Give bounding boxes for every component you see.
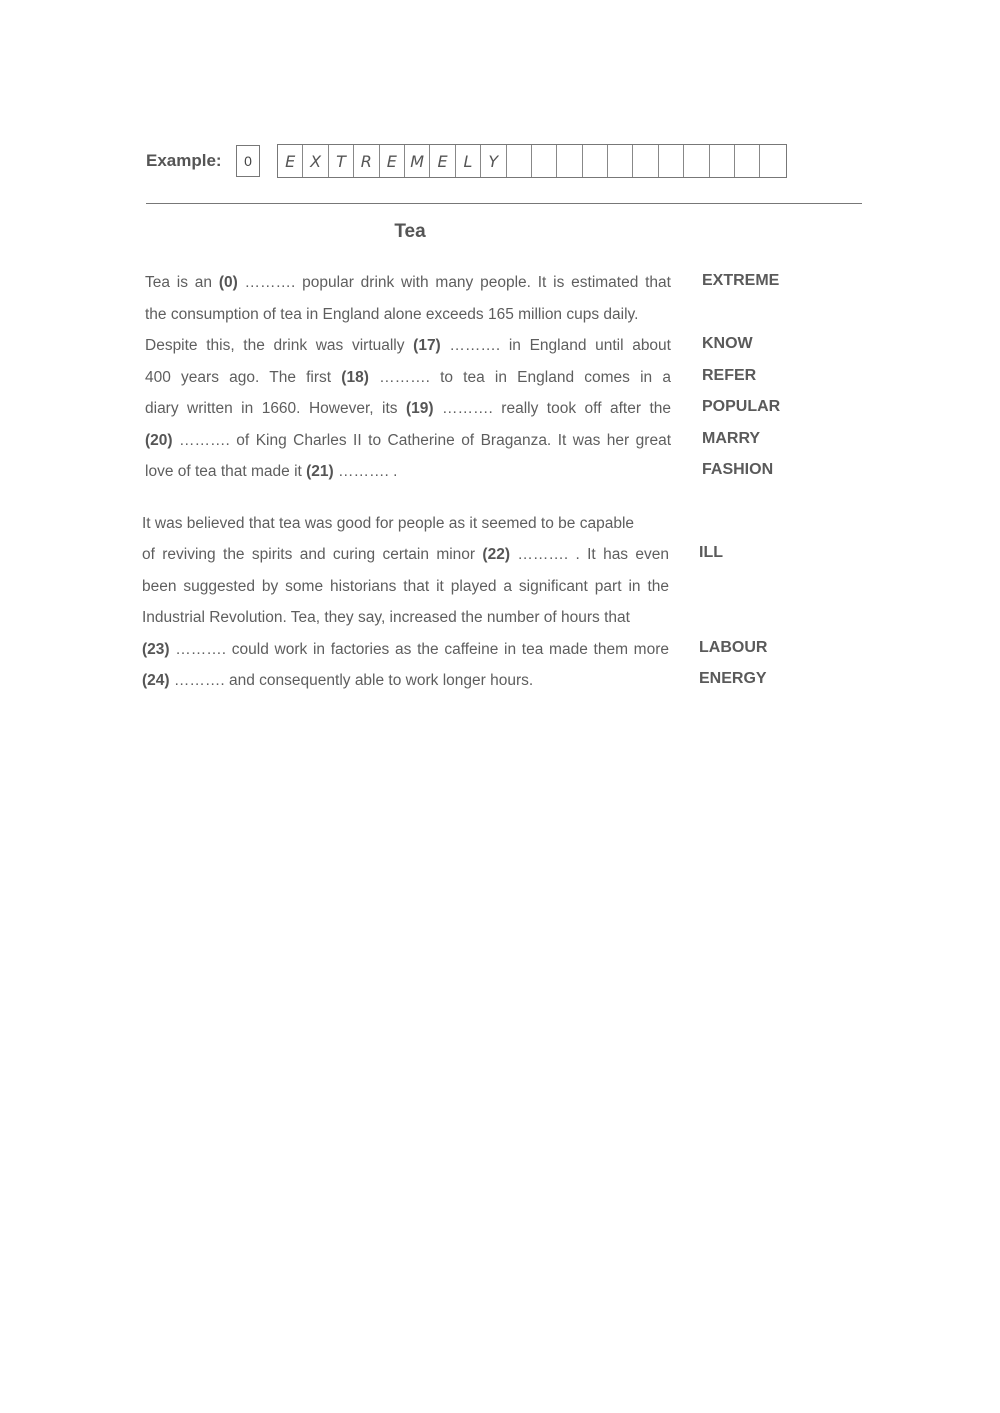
passage-text: ………. could work in factories as the caffeine in tea made them more xyxy=(169,641,669,658)
keyword: LABOUR xyxy=(699,639,768,656)
passage-text: love of tea that made it xyxy=(145,463,307,480)
passage-line xyxy=(145,305,638,325)
answer-letter-box xyxy=(659,145,684,177)
passage-line xyxy=(145,462,397,482)
gap-number: (0) xyxy=(218,274,238,291)
passage-line xyxy=(142,514,634,534)
gap-number: (24) xyxy=(142,672,170,689)
answer-letter-box xyxy=(532,145,557,177)
answer-letter-box: Y xyxy=(481,145,506,177)
passage-text: Industrial Revolution. Tea, they say, increased the number of hours that xyxy=(142,609,630,626)
passage-line xyxy=(145,399,671,419)
passage-line xyxy=(145,368,671,388)
keyword: ENERGY xyxy=(699,670,767,687)
passage-text: ………. and consequently able to work longer hours. xyxy=(169,672,534,689)
example-label: Example: xyxy=(146,151,222,170)
passage-line xyxy=(142,671,533,691)
gap-number: (20) xyxy=(145,432,173,449)
answer-letter-box: E xyxy=(278,145,303,177)
gap-number: (21) xyxy=(306,463,334,480)
answer-letter-box xyxy=(684,145,709,177)
answer-letter-box xyxy=(557,145,582,177)
keyword: KNOW xyxy=(702,335,753,352)
answer-letter-box: L xyxy=(456,145,481,177)
passage-line xyxy=(142,640,669,660)
answer-letter-box xyxy=(735,145,760,177)
example-number-box: 0 xyxy=(236,145,260,177)
gap-number: (19) xyxy=(405,400,434,417)
passage-text: the consumption of tea in England alone exceeds 165 million cups daily. xyxy=(145,306,639,323)
passage-text: diary written in 1660. However, its xyxy=(145,400,406,417)
answer-letter-box xyxy=(760,145,785,177)
example-row xyxy=(146,144,787,178)
answer-letter-box: R xyxy=(354,145,379,177)
passage-text: Tea is an xyxy=(145,274,219,291)
passage-text: Despite this, the drink was virtually xyxy=(145,337,414,354)
passage-line xyxy=(145,431,671,451)
gap-number: (17) xyxy=(413,337,441,354)
gap-number: (18) xyxy=(341,369,369,386)
passage-text: ………. really took off after the xyxy=(433,400,671,417)
keyword: POPULAR xyxy=(702,398,781,415)
answer-letter-box xyxy=(710,145,735,177)
passage-line xyxy=(145,336,671,356)
keyword: REFER xyxy=(702,367,757,384)
gap-number: (23) xyxy=(142,641,170,658)
answer-letter-box xyxy=(633,145,658,177)
answer-letter-box: M xyxy=(405,145,430,177)
answer-letter-box xyxy=(608,145,633,177)
passage-text: of reviving the spirits and curing certain minor xyxy=(142,546,483,563)
section-divider xyxy=(146,203,862,204)
passage-line xyxy=(145,273,671,293)
passage-text: ………. popular drink with many people. It is estimated that xyxy=(237,274,671,291)
passage-text: been suggested by some historians that it played a significant part in the xyxy=(142,578,669,595)
passage-text: ………. to tea in England comes in a xyxy=(368,369,671,386)
passage-text: ………. in England until about xyxy=(440,337,671,354)
passage-text: ………. of King Charles II to Catherine of Braganza. It was her great xyxy=(172,432,671,449)
passage-text: ………. . xyxy=(333,463,398,480)
passage-title: Tea xyxy=(394,221,426,242)
passage-text: ………. . It has even xyxy=(510,546,670,563)
passage-line xyxy=(142,577,669,597)
keyword: ILL xyxy=(699,544,723,561)
example-answer-boxes xyxy=(277,144,787,178)
answer-letter-box: E xyxy=(430,145,455,177)
answer-letter-box xyxy=(583,145,608,177)
gap-number: (22) xyxy=(482,546,510,563)
answer-letter-box xyxy=(507,145,532,177)
passage-text: 400 years ago. The first xyxy=(145,369,342,386)
answer-letter-box: T xyxy=(329,145,354,177)
keyword: FASHION xyxy=(702,461,774,478)
passage-line xyxy=(142,545,669,565)
passage-line xyxy=(142,608,630,628)
keyword: EXTREME xyxy=(702,272,780,289)
keyword: MARRY xyxy=(702,430,761,447)
answer-letter-box: E xyxy=(380,145,405,177)
answer-letter-box: X xyxy=(303,145,328,177)
passage-text: It was believed that tea was good for people as it seemed to be capable xyxy=(142,515,635,532)
